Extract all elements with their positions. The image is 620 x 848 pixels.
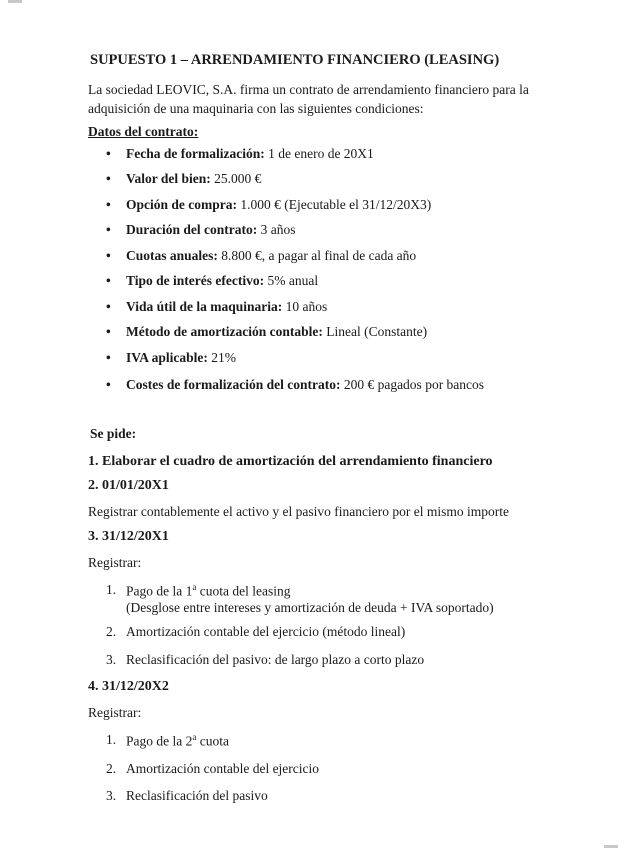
condition-label: Valor del bien: — [126, 171, 211, 186]
item-text: Amortización contable del ejercicio (método lineal) — [126, 624, 406, 639]
condition-value: 10 años — [282, 299, 328, 314]
item-text: Pago de la 2$^a$ cuota — [126, 732, 229, 749]
condition-value: 200 € pagados por bancos — [340, 377, 485, 392]
condition-label: Cuotas anuales: — [126, 248, 218, 263]
item-number: 2. — [106, 761, 117, 776]
condition-value: 25.000 € — [210, 171, 262, 186]
item-text: Reclasificación del pasivo — [126, 788, 268, 803]
se-pide-heading: Se pide: — [90, 426, 137, 441]
bullet-icon: • — [106, 377, 111, 392]
item-number: 1. — [106, 732, 117, 747]
condition-value: 8.800 €, a pagar al final de cada año — [217, 248, 417, 263]
item-number: 3. — [106, 652, 117, 667]
task-3-text: Registrar: — [88, 555, 142, 570]
condition-label: Método de amortización contable: — [126, 324, 323, 339]
bullet-icon: • — [106, 222, 111, 237]
item-number: 1. — [106, 582, 117, 597]
condition-value: 5% anual — [264, 273, 319, 288]
task-4-heading: 4. 31/12/20X2 — [88, 679, 169, 694]
condition-label: Costes de formalización del contrato: — [126, 377, 341, 392]
bullet-icon: • — [106, 273, 111, 288]
condition-value: Lineal (Constante) — [322, 324, 428, 339]
bullet-icon: • — [106, 171, 111, 186]
contract-heading: Datos del contrato: — [88, 124, 199, 139]
condition-label: Duración del contrato: — [126, 222, 258, 237]
condition-value: 21% — [207, 350, 237, 365]
intro-paragraph — [88, 80, 558, 118]
intro-line-2: adquisición de una maquinaria con las siguientes condiciones: — [88, 101, 424, 116]
bullet-icon: • — [106, 248, 111, 263]
task-1-heading: 1. Elaborar el cuadro de amortización del arrendamiento financiero — [88, 454, 493, 469]
item-detail: (Desglose entre intereses y amortización de deuda + IVA soportado) — [126, 600, 494, 615]
condition-label: IVA aplicable: — [126, 350, 208, 365]
bullet-icon: • — [106, 197, 111, 212]
condition-label: Opción de compra: — [126, 197, 237, 212]
condition-label: Fecha de formalización: — [126, 146, 265, 161]
bullet-icon: • — [106, 350, 111, 365]
condition-value: 3 años — [257, 222, 296, 237]
item-text: Pago de la 1$^a$ cuota del leasing — [126, 582, 291, 599]
condition-value: 1.000 € (Ejecutable el 31/12/20X3) — [237, 197, 432, 212]
document-title: SUPUESTO 1 – ARRENDAMIENTO FINANCIERO (LEASING) — [90, 52, 500, 68]
intro-line-1: La sociedad LEOVIC, S.A. firma un contrato de arrendamiento financiero para la — [88, 82, 529, 97]
condition-label: Tipo de interés efectivo: — [126, 273, 265, 288]
condition-label: Vida útil de la maquinaria: — [126, 299, 283, 314]
task-2-heading: 2. 01/01/20X1 — [88, 478, 169, 493]
item-text: Reclasificación del pasivo: de largo plazo a corto plazo — [126, 652, 425, 667]
bullet-icon: • — [106, 299, 111, 314]
scan-artifact — [8, 0, 22, 3]
bullet-icon: • — [106, 324, 111, 339]
task-2-text: Registrar contablemente el activo y el pasivo financiero por el mismo importe — [88, 504, 509, 519]
bullet-icon: • — [106, 146, 111, 161]
condition-value: 1 de enero de 20X1 — [264, 146, 374, 161]
item-number: 2. — [106, 624, 117, 639]
task-4-text: Registrar: — [88, 705, 142, 720]
task-3-heading: 3. 31/12/20X1 — [88, 529, 169, 544]
item-text: Amortización contable del ejercicio — [126, 761, 320, 776]
item-number: 3. — [106, 788, 117, 803]
